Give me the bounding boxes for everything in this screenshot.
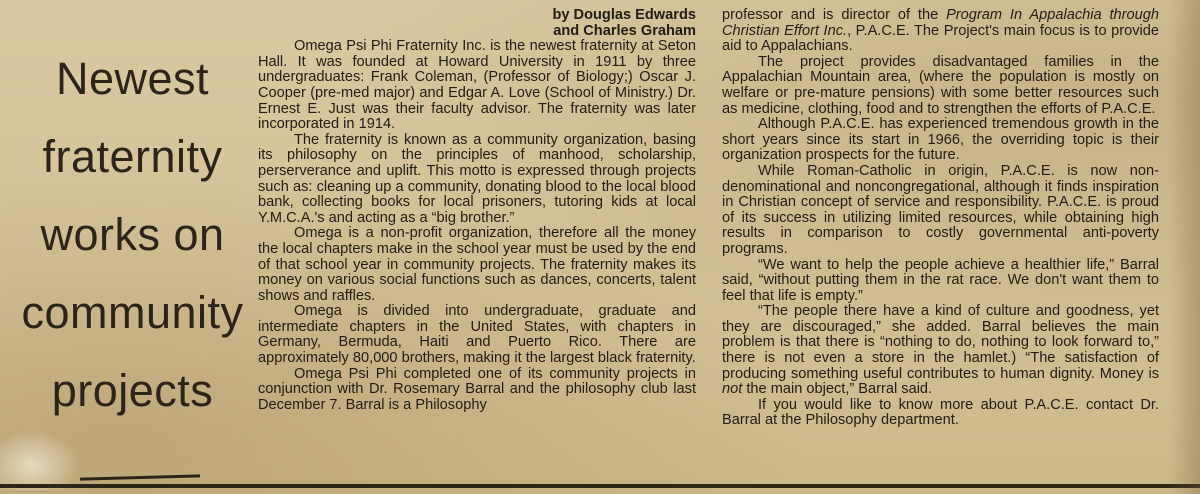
headline-line: community [21,287,244,338]
rule-line [80,474,200,480]
paragraph [722,304,1159,398]
paragraph: “We want to help the people achieve a healthier life,” Barral said, “without putting them in the rat race. We don't want them to feel that life is empty.” [722,256,1159,304]
bottom-rule [0,484,1200,488]
byline-author-2: and Charles Graham [553,22,696,39]
emphasis: not [722,381,743,398]
paragraph: Omega Psi Phi Fraternity Inc. is the newest fraternity at Seton Hall. It was founded at Howard University in 1911 by three undergraduates: Frank Coleman, (Professor of Biology;) Oscar J. Cooper (pre-med major) and Edgar A. Love (School of Ministry.) Dr. Ernest E. Just was their faculty advisor. The fraternity was later incorporated in 1914. [258,38,696,133]
article-column-1 [258,8,696,413]
text-run: , P.A.C.E. The Project's main focus is to provide aid to Appalachians. [722,22,1159,55]
paragraph: The fraternity is known as a community organization, basing its philosophy on the principles of manhood, scholarship, perserverance and uplift. This motto is expressed through projects such as: cleaning up a community, donating blood to the local blood bank, collecting books for local prisoners, tutoring kids at local Y.M.C.A.'s and acting as a “big brother.” [258,131,696,226]
text-run: the main object,” Barral said. [742,381,933,398]
paragraph: Omega Psi Phi completed one of its community projects in conjunction with Dr. Rosemary Barral and the philosophy club last December 7. Barral is a Philosophy [258,365,696,413]
headline-line: works on [40,209,225,260]
headline-line: fraternity [42,131,223,182]
headline-line: Newest [55,53,210,104]
headline [10,40,255,430]
paper-scuff [0,430,80,490]
program-name: Program In Appalachia through Christian Effort Inc. [722,7,1159,39]
paragraph [722,8,1159,55]
text-run: “The people there have a kind of culture and goodness, yet they are discouraged,” she added. Barral believes the main problem is that there is “nothing to do, nothing to look forward to,” there is not even a store in the hamlet.) “The satisfaction of producing something useful contributes to human dignity. Money is [722,303,1159,382]
paragraph: Omega is divided into undergraduate, graduate and intermediate chapters in the United States, with chapters in Germany, Bermuda, Haiti and Puerto Rico. There are approximately 80,000 brothers, making it the largest black fraternity. [258,303,696,367]
byline-author-1: by Douglas Edwards [552,7,696,23]
paragraph: Although P.A.C.E. has experienced tremendous growth in the short years since its start in 1966, the overriding topic is their organization prospects for the future. [722,116,1159,164]
text-run: professor and is director of the [722,7,947,23]
paragraph: While Roman-Catholic in origin, P.A.C.E. is now non-denominational and noncongregational, although it finds inspiration in Christian concept of service and responsibility. P.A.C.E. is proud of its success in utilizing limited resources, while obtaining high results in comparison to costly governmental anti-poverty programs. [722,162,1159,257]
paragraph: Omega is a non-profit organization, therefore all the money the local chapters make in the school year must be used by the end of that school year in community projects. The fraternity makes its money on various social functions such as dances, concerts, talent shows and raffles. [258,225,696,304]
paper-edge [1168,0,1200,494]
article-column-2 [722,8,1159,429]
byline [258,8,696,39]
headline-line: projects [51,365,214,416]
paragraph: The project provides disadvantaged families in the Appalachian Mountain area, (where the population is mostly on welfare or pre-mature pensions) with some better resources such as medicine, clothing, food and to strengthen the efforts of P.A.C.E. [722,53,1159,117]
paragraph: If you would like to know more about P.A.C.E. contact Dr. Barral at the Philosophy department. [722,396,1159,429]
